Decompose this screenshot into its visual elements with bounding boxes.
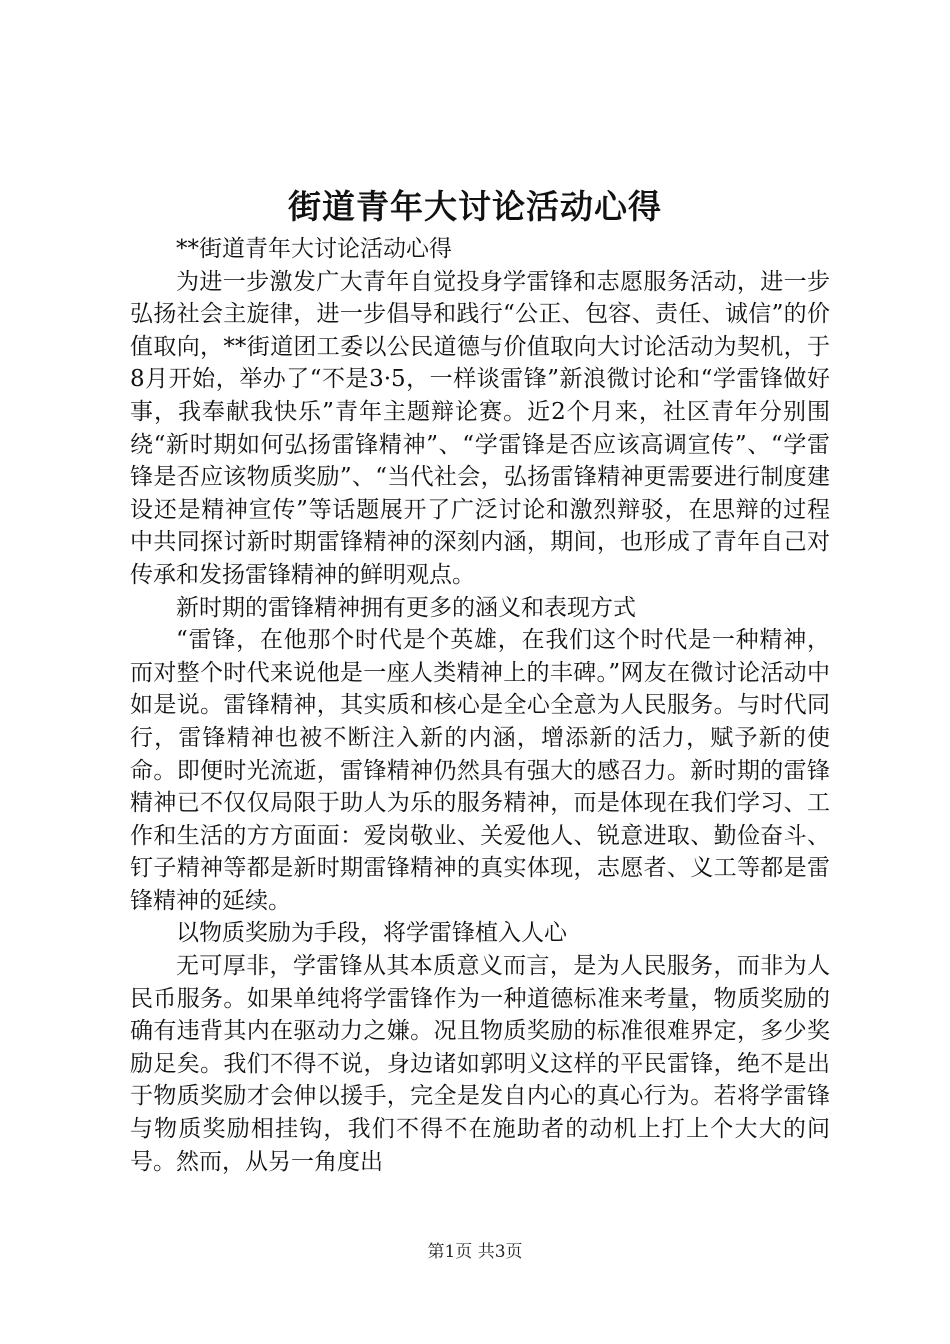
- subtitle-paragraph: **街道青年大讨论活动心得: [176, 236, 452, 262]
- body-paragraph: “雷锋，在他那个时代是个英雄，在我们这个时代是一种精神，而对整个时代来说他是一座人类精神上的丰碑。”网友在微讨论活动中如是说。雷锋精神，其实质和核心是全心全意为人民服务。与时代同行，雷锋精神也被不断注入新的内涵，增添新的活力，赋予新的使命。即便时光流逝，雷锋精神仍然具有强大的感召力。新时期的雷锋精神已不仅仅局限于助人为乐的服务精神，而是体现在我们学习、工作和生活的方方面面：爱岗敬业、关爱他人、锐意进取、勤俭奋斗、钉子精神等都是新时期雷锋精神的真实体现，志愿者、义工等都是雷锋精神的延续。: [130, 627, 830, 914]
- intro-paragraph: 为进一步激发广大青年自觉投身学雷锋和志愿服务活动，进一步弘扬社会主旋律，进一步倡导和践行“公正、包容、责任、诚信”的价值取向，**街道团工委以公民道德与价值取向大讨论活动为契机，于8月开始，举办了“不是3·5，一样谈雷锋”新浪微讨论和“学雷锋做好事，我奉献我快乐”青年主题辩论赛。近2个月来，社区青年分别围绕“新时期如何弘扬雷锋精神”、“学雷锋是否应该高调宣传”、“学雷锋是否应该物质奖励”、“当代社会，弘扬雷锋精神更需要进行制度建设还是精神宣传”等话题展开了广泛讨论和激烈辩驳，在思辩的过程中共同探讨新时期雷锋精神的深刻内涵，期间，也形成了青年自己对传承和发扬雷锋精神的鲜明观点。: [130, 268, 830, 588]
- page-number: 第1页 共3页: [427, 1242, 523, 1262]
- document-body: [130, 233, 830, 1178]
- body-paragraph: 无可厚非，学雷锋从其本质意义而言，是为人民服务，而非为人民币服务。如果单纯将学雷锋作为一种道德标准来考量，物质奖励的确有违背其内在驱动力之嫌。况且物质奖励的标准很难界定，多少奖励足矣。我们不得不说，身边诸如郭明义这样的平民雷锋，绝不是出于物质奖励才会伸以援手，完全是发自内心的真心行为。若将学雷锋与物质奖励相挂钩，我们不得不在施助者的动机上打上个大大的问号。然而，从另一角度出: [130, 953, 830, 1175]
- document-title: 街道青年大讨论活动心得: [288, 187, 662, 226]
- section-heading: 新时期的雷锋精神拥有更多的涵义和表现方式: [176, 594, 636, 621]
- section-heading: 以物质奖励为手段，将学雷锋植入人心: [176, 920, 567, 947]
